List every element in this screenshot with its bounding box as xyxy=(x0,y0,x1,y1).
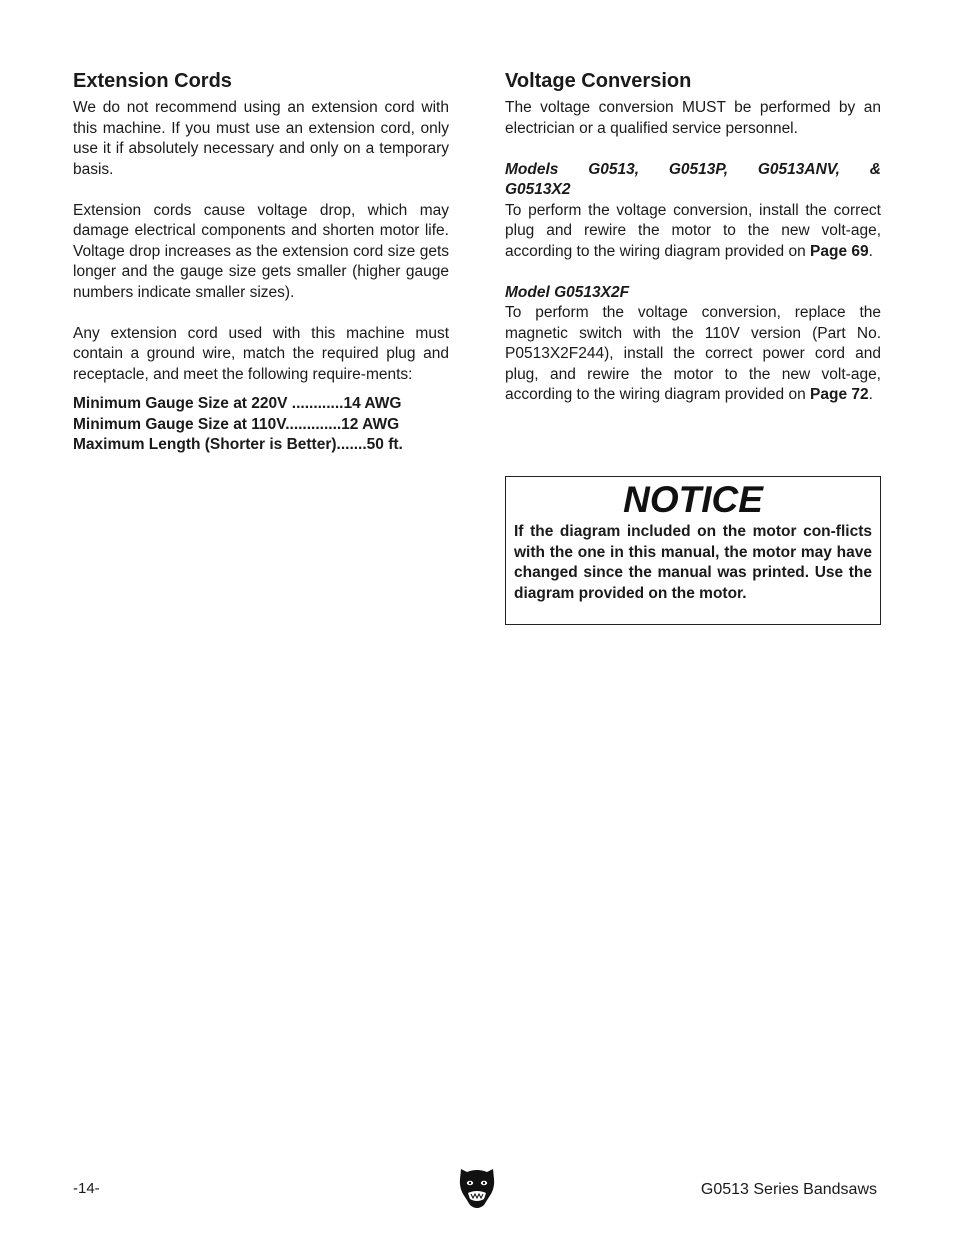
extension-cords-section xyxy=(73,68,449,456)
page-number: -14- xyxy=(73,1180,100,1197)
page-reference: Page 69 xyxy=(810,242,869,260)
spec-line: Minimum Gauge Size at 110V.............12 AWG xyxy=(73,415,400,433)
paragraph-text: To perform the voltage conversion, replace the magnetic switch with the 110V version (Part No. P0513X2F244), install the correct power cord and plug, and rewire the motor to the new volt-age, according to the wiring diagram provided on xyxy=(505,304,881,403)
voltage-conversion-heading: Voltage Conversion xyxy=(505,70,692,92)
paragraph-text: To perform the voltage conversion, install the correct plug and rewire the motor to the new volt-age, according to the wiring diagram provided on xyxy=(505,201,881,260)
punctuation: . xyxy=(868,386,873,403)
models-subheading-cont: G0513X2 xyxy=(505,181,571,198)
paragraph xyxy=(505,201,881,263)
notice-body: If the diagram included on the motor con-flicts with the one in this manual, the motor may have changed since the manual was printed. Use the diagram provided on the motor. xyxy=(514,523,872,602)
model-subheading: Model G0513X2F xyxy=(505,283,630,301)
paragraph: We do not recommend using an extension cord with this machine. If you must use an extension cord, only use it if absolutely necessary and only on a temporary basis. xyxy=(73,99,449,178)
voltage-conversion-section xyxy=(505,68,881,406)
page-reference: Page 72 xyxy=(810,386,869,403)
paragraph xyxy=(505,303,881,406)
models-subheading: Models G0513, G0513P, G0513ANV, & xyxy=(505,160,881,178)
paragraph: Any extension cord used with this machine must contain a ground wire, match the required plug and receptacle, and meet the following require-ments: xyxy=(73,324,449,383)
spec-line: Maximum Length (Shorter is Better).......50 ft. xyxy=(73,436,403,453)
gauge-spec-list xyxy=(73,394,449,456)
spec-line: Minimum Gauge Size at 220V ............14 AWG xyxy=(73,395,402,412)
document-title: G0513 Series Bandsaws xyxy=(700,1181,877,1198)
notice-title: NOTICE xyxy=(623,479,763,520)
punctuation: . xyxy=(868,242,873,260)
paragraph: The voltage conversion MUST be performed by an electrician or a qualified service personnel. xyxy=(505,99,881,137)
paragraph: Extension cords cause voltage drop, which may damage electrical components and shorten motor life. Voltage drop increases as the extension cord size gets longer and the gauge size gets smaller (higher gauge numbers indicate smaller sizes). xyxy=(73,201,449,301)
extension-cords-heading: Extension Cords xyxy=(73,70,232,92)
bear-head-logo-icon xyxy=(457,1165,497,1211)
notice-box xyxy=(505,476,881,625)
